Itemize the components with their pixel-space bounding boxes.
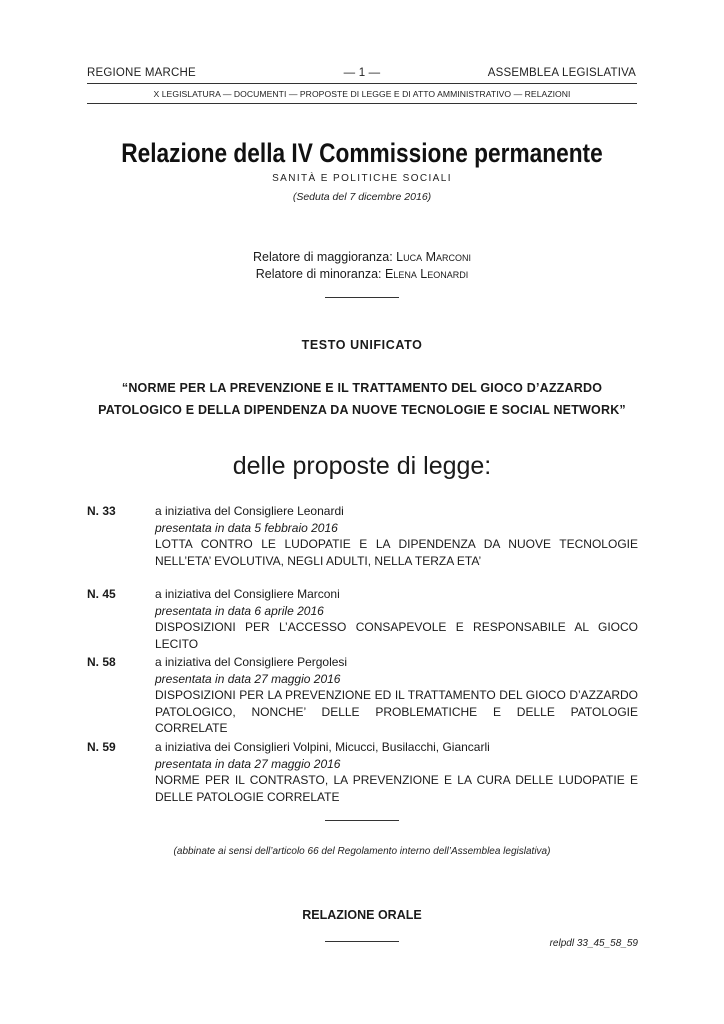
commission-name: SANITÀ E POLITICHE SOCIALI xyxy=(272,173,452,184)
abbinate-note: (abbinate ai sensi dell’articolo 66 del Regolamento interno dell’Assemblea legislativa) xyxy=(173,846,551,857)
proposal-initiative: a iniziativa del Consigliere Marconi xyxy=(155,587,340,601)
proposal-title-line-1: NORME PER IL CONTRASTO, LA PREVENZIONE E LA CURA DELLE LUDOPATIE E xyxy=(155,773,638,787)
divider-3 xyxy=(325,941,399,942)
proposte-heading: delle proposte di legge: xyxy=(232,452,492,480)
relatore-maggioranza xyxy=(0,250,724,264)
proposal-number: N. 58 xyxy=(87,655,116,669)
relatore-minoranza-name: Elena Leonardi xyxy=(384,267,469,281)
proposal-initiative: a iniziativa dei Consiglieri Volpini, Micucci, Busilacchi, Giancarli xyxy=(155,740,490,754)
proposal-presented-date: presentata in data 6 aprile 2016 xyxy=(155,603,324,618)
proposal-title-line-2: PATOLOGICO, NONCHE’ DELLE PROBLEMATICHE E DELLE PATOLOGIE CORRELATE xyxy=(155,704,638,735)
proposal-presented-date: presentata in data 27 maggio 2016 xyxy=(155,756,341,771)
proposal-initiative: a iniziativa del Consigliere Leonardi xyxy=(155,504,344,518)
relatore-minoranza-label: Relatore di minoranza: xyxy=(255,267,382,281)
proposal-title-line-1: DISPOSIZIONI PER LA PREVENZIONE ED IL TRATTAMENTO DEL GIOCO D’AZZARDO xyxy=(155,688,638,702)
testo-unificato-label: TESTO UNIFICATO xyxy=(301,338,423,352)
header-subline: X LEGISLATURA — DOCUMENTI — PROPOSTE DI LEGGE E DI ATTO AMMINISTRATIVO — RELAZIONI xyxy=(153,89,571,99)
law-title xyxy=(60,377,664,421)
document-title: Relazione della IV Commissione permanente xyxy=(121,138,603,168)
header-assembly: ASSEMBLEA LEGISLATIVA xyxy=(487,67,636,79)
proposal-presented-date: presentata in data 27 maggio 2016 xyxy=(155,671,341,686)
header-rule-bottom xyxy=(87,103,637,104)
relatore-minoranza xyxy=(0,267,724,281)
divider-1 xyxy=(325,297,399,298)
law-title-line-2: PATOLOGICO E DELLA DIPENDENZA DA NUOVE TECNOLOGIE E SOCIAL NETWORK” xyxy=(98,403,626,417)
document-code: relpdl 33_45_58_59 xyxy=(549,938,638,949)
relazione-orale-label: RELAZIONE ORALE xyxy=(302,908,422,922)
relatore-maggioranza-label: Relatore di maggioranza: xyxy=(253,250,393,264)
proposal-title-line-2: DELLE PATOLOGIE CORRELATE xyxy=(155,789,340,804)
divider-2 xyxy=(325,820,399,821)
proposal-title-line-2: NELL’ETA’ EVOLUTIVA, NEGLI ADULTI, NELLA TERZA ETA’ xyxy=(155,553,482,568)
proposal-initiative: a iniziativa del Consigliere Pergolesi xyxy=(155,655,348,669)
page-number: — 1 — xyxy=(343,67,381,79)
relatore-maggioranza-name: Luca Marconi xyxy=(396,250,471,264)
law-title-line-1: “NORME PER LA PREVENZIONE E IL TRATTAMENTO DEL GIOCO D’AZZARDO xyxy=(121,381,603,395)
header-rule-top xyxy=(87,83,637,84)
header-region: REGIONE MARCHE xyxy=(87,67,196,79)
proposal-number: N. 33 xyxy=(87,504,116,518)
proposal-title-line-1: LOTTA CONTRO LE LUDOPATIE E LA DIPENDENZA DA NUOVE TECNOLOGIE xyxy=(155,537,638,551)
proposal-title-line-1: DISPOSIZIONI PER L’ACCESSO CONSAPEVOLE E RESPONSABILE AL GIOCO LECITO xyxy=(155,620,638,651)
session-date: (Seduta del 7 dicembre 2016) xyxy=(292,191,432,203)
proposal-number: N. 59 xyxy=(87,740,116,754)
proposal-presented-date: presentata in data 5 febbraio 2016 xyxy=(155,520,338,535)
proposal-number: N. 45 xyxy=(87,587,116,601)
